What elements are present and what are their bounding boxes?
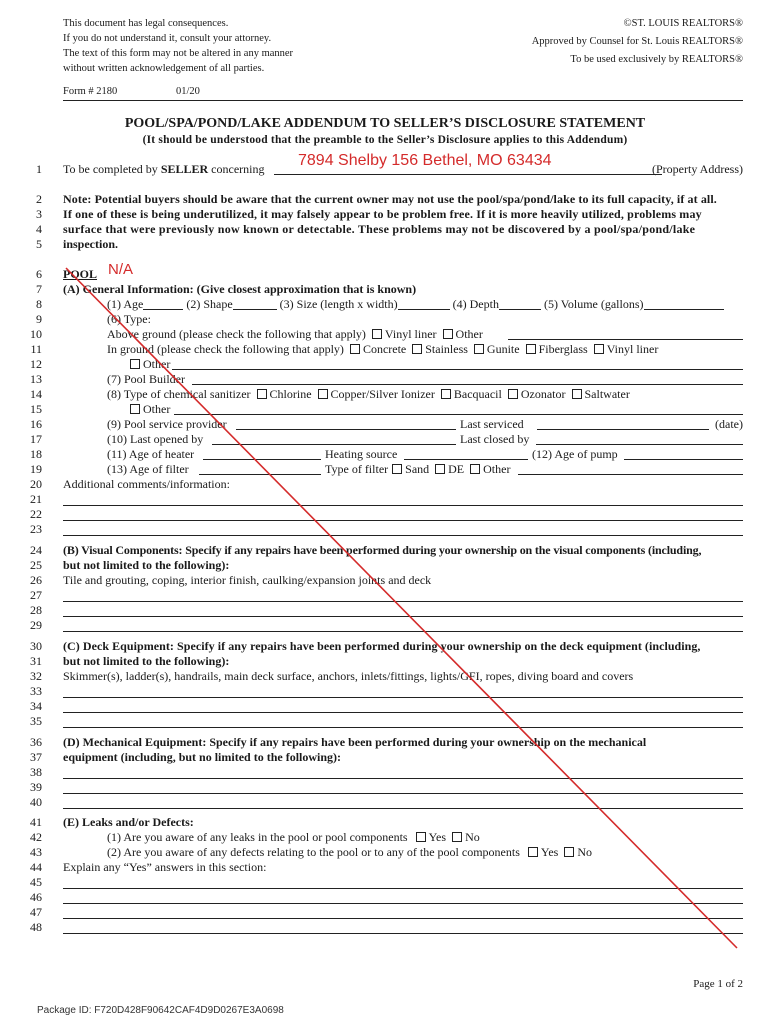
line-38: 38 bbox=[0, 765, 770, 780]
form-number: Form # 2180 bbox=[63, 86, 118, 97]
line-23: 23 bbox=[0, 522, 770, 537]
line-40: 40 bbox=[0, 795, 770, 810]
line-16: 16 (9) Pool service provider Last serviced (date) bbox=[30, 417, 743, 431]
section-pool-heading: POOL bbox=[63, 267, 98, 281]
line-29: 29 bbox=[0, 618, 770, 633]
mechanical-equipment-heading: (D) Mechanical Equipment: Specify if any repairs have been performed during your ownership on the mechanical bbox=[63, 735, 647, 749]
line-33: 33 bbox=[0, 684, 770, 699]
disclaimer-line: This document has legal consequences. bbox=[63, 18, 229, 29]
line-11: 11 In ground (please check the following that apply) Concrete Stainless Gunite Fiberglass Vinyl liner bbox=[30, 342, 659, 356]
line-25: 25 but not limited to the following): bbox=[30, 558, 230, 572]
line-21: 21 bbox=[0, 492, 770, 507]
line-7: 7 (A) General Information: (Give closest approximation that is known) bbox=[0, 282, 770, 297]
line-48: 48 bbox=[0, 920, 770, 935]
line-30: 30 (C) Deck Equipment: Specify if any repairs have been performed during your ownership on the deck equipment (including, bbox=[0, 639, 770, 654]
line-42: 42 (1) Are you aware of any leaks in the pool or pool components Yes No bbox=[30, 830, 480, 844]
page-title: POOL/SPA/POND/LAKE ADDENDUM TO SELLER’S DISCLOSURE STATEMENT bbox=[124, 116, 646, 131]
line-5: 5 inspection. bbox=[0, 237, 770, 252]
line-3: 3 If one of these is being underutilized, it may falsely appear to be problem free. If it is more heavily utilized, problems may bbox=[0, 207, 770, 222]
note-text: Note: Potential buyers should be aware that the current owner may not use the pool/spa/pond/lake to its full capacity, if at all. bbox=[63, 192, 717, 206]
line-19: 19 (13) Age of filter Type of filter Sand DE Other bbox=[0, 462, 770, 477]
line-44: 44 Explain any “Yes” answers in this section: bbox=[30, 860, 267, 874]
visual-components-heading: (B) Visual Components: Specify if any repairs have been performed during your ownership on the visual components (including, bbox=[63, 543, 702, 557]
line-17: 17 (10) Last opened by Last closed by bbox=[0, 432, 770, 447]
line-8: 8 (1) Age (2) Shape (3) Size (length x width) (4) Depth (5) Volume (gallons) bbox=[0, 297, 770, 312]
disclaimer-line: without written acknowledgement of all parties. bbox=[63, 63, 265, 74]
property-address-value: 7894 Shelby 156 Bethel, MO 63434 bbox=[298, 152, 552, 169]
line-2: 2 Note: Potential buyers should be aware that the current owner may not use the pool/spa/pond/lake to its full capacity, if at all. bbox=[0, 192, 770, 207]
line-22: 22 bbox=[0, 507, 770, 522]
package-id: Package ID: F720D428F90642CAF4D9D0267E3A0698 bbox=[37, 1005, 284, 1016]
general-info-heading: (A) General Information: (Give closest approximation that is known) bbox=[63, 282, 417, 296]
line-12: 12 Other bbox=[0, 357, 770, 372]
line-1: 1 To be completed by SELLER concerning (Property Address) bbox=[0, 162, 770, 177]
line-35: 35 bbox=[0, 714, 770, 729]
line-24: 24 (B) Visual Components: Specify if any repairs have been performed during your ownership on the visual components (including, bbox=[0, 543, 770, 558]
copyright-line: ©ST. LOUIS REALTORS® bbox=[623, 18, 743, 29]
leaks-defects-heading: (E) Leaks and/or Defects: bbox=[63, 815, 194, 829]
line-20: 20 Additional comments/information: bbox=[30, 477, 230, 491]
usage-line: To be used exclusively by REALTORS® bbox=[570, 54, 743, 65]
line-4: 4 surface that were previously now known or detectable. These problems may not be discovered by a pool/spa/pond/lake bbox=[0, 222, 770, 237]
disclaimer-line: The text of this form may not be altered in any manner bbox=[63, 48, 294, 59]
line-45: 45 bbox=[0, 875, 770, 890]
deck-equipment-heading: (C) Deck Equipment: Specify if any repairs have been performed during your ownership on the deck equipment (including, bbox=[63, 639, 701, 653]
note-text: inspection. bbox=[63, 237, 119, 251]
line-18: 18 (11) Age of heater Heating source (12) Age of pump bbox=[0, 447, 770, 462]
line-14: 14 (8) Type of chemical sanitizer Chlorine Copper/Silver Ionizer Bacquacil Ozonator Saltwater bbox=[30, 387, 630, 401]
line-34: 34 bbox=[0, 699, 770, 714]
note-text: surface that were previously now known or detectable. These problems may not be discovered by a pool/spa/pond/lake bbox=[63, 222, 696, 236]
page-subtitle: (It should be understood that the preamble to the Seller’s Disclosure applies to this Addendum) bbox=[142, 134, 628, 146]
line-37: 37 equipment (including, but no limited to the following): bbox=[30, 750, 342, 764]
line-31: 31 but not limited to the following): bbox=[30, 654, 230, 668]
line-9: 9 (6) Type: bbox=[36, 312, 151, 326]
disclaimer-line: If you do not understand it, consult your attorney. bbox=[63, 33, 272, 44]
line-27: 27 bbox=[0, 588, 770, 603]
line-41: 41 (E) Leaks and/or Defects: bbox=[0, 815, 770, 830]
form-date: 01/20 bbox=[176, 86, 200, 97]
line-15: 15 Other bbox=[0, 402, 770, 417]
strike-line bbox=[66, 268, 737, 948]
approval-line: Approved by Counsel for St. Louis REALTORS® bbox=[531, 36, 743, 47]
page-number: Page 1 of 2 bbox=[693, 978, 743, 990]
line-6: 6 POOL bbox=[0, 267, 770, 282]
property-address-label: (Property Address) bbox=[652, 162, 743, 176]
line-46: 46 bbox=[0, 890, 770, 905]
line-number: 1 bbox=[36, 162, 42, 176]
line-28: 28 bbox=[0, 603, 770, 618]
line-47: 47 bbox=[0, 905, 770, 920]
line-43: 43 (2) Are you aware of any defects relating to the pool or to any of the pool components Yes No bbox=[30, 845, 593, 859]
line-36: 36 (D) Mechanical Equipment: Specify if any repairs have been performed during your ownership on the mechanical bbox=[0, 735, 770, 750]
line-39: 39 bbox=[0, 780, 770, 795]
line-10: 10 Above ground (please check the following that apply) Vinyl liner Other bbox=[0, 327, 770, 342]
line-26: 26 Tile and grouting, coping, interior finish, caulking/expansion joints and deck bbox=[30, 573, 432, 587]
line-13: 13 (7) Pool Builder bbox=[0, 372, 770, 387]
na-annotation: N/A bbox=[108, 261, 134, 278]
line-32: 32 Skimmer(s), ladder(s), handrails, main deck surface, anchors, inlets/fittings, lights/GFI, ropes, diving board and covers bbox=[30, 669, 634, 683]
note-text: If one of these is being underutilized, it may falsely appear to be problem free. If it is more heavily utilized, problems may bbox=[63, 207, 702, 221]
